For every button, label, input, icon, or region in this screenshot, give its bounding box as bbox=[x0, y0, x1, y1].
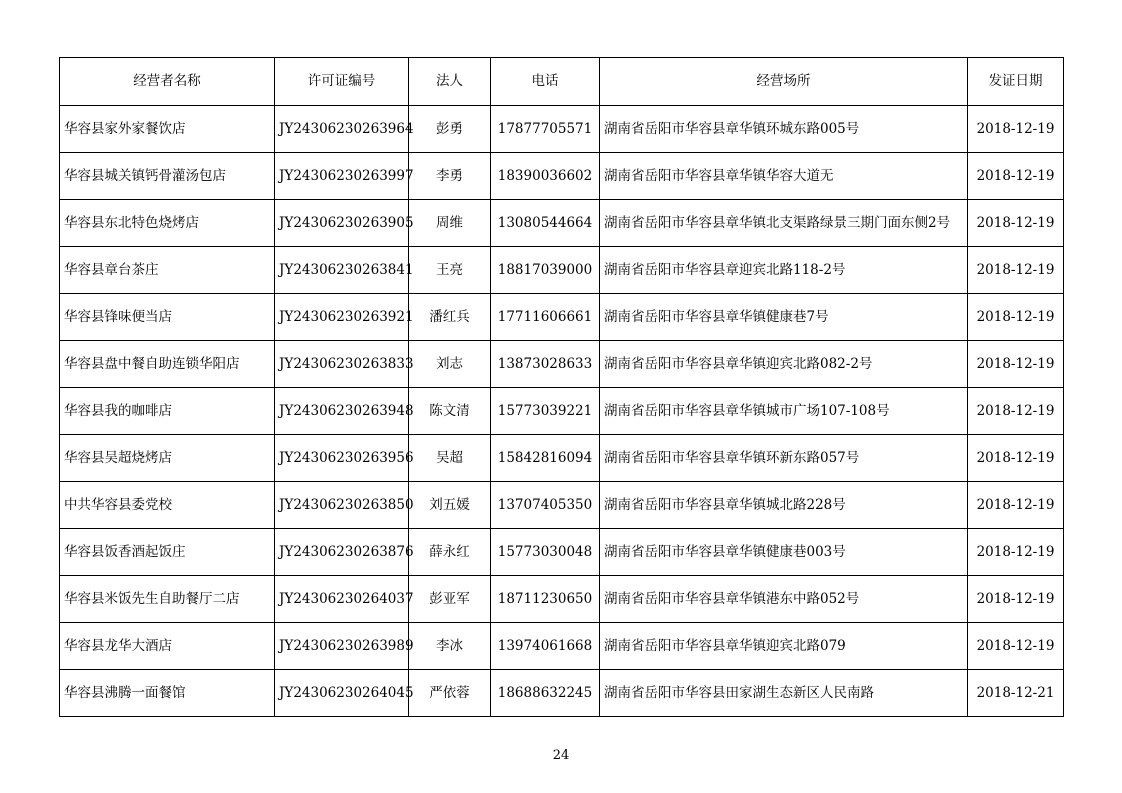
phone-cell: 15842816094 bbox=[491, 435, 600, 482]
address-cell: 湖南省岳阳市华容县田家湖生态新区人民南路 bbox=[600, 670, 968, 717]
address-cell: 湖南省岳阳市华容县章华镇北支渠路绿景三期门面东侧2号 bbox=[600, 200, 968, 247]
address-cell: 湖南省岳阳市华容县章华镇健康巷7号 bbox=[600, 294, 968, 341]
license-no-cell: JY24306230263921 bbox=[275, 294, 409, 341]
operator-name-cell: 华容县米饭先生自助餐厅二店 bbox=[60, 576, 275, 623]
phone-cell: 13080544664 bbox=[491, 200, 600, 247]
operator-name-cell: 华容县城关镇钙骨灌汤包店 bbox=[60, 153, 275, 200]
issue-date-cell: 2018-12-19 bbox=[968, 435, 1064, 482]
header-issue-date: 发证日期 bbox=[968, 58, 1064, 106]
operator-name-cell: 华容县饭香酒起饭庄 bbox=[60, 529, 275, 576]
issue-date-cell: 2018-12-19 bbox=[968, 294, 1064, 341]
legal-person-cell: 薛永红 bbox=[409, 529, 491, 576]
legal-person-cell: 周维 bbox=[409, 200, 491, 247]
table-header bbox=[60, 58, 1064, 106]
issue-date-cell: 2018-12-19 bbox=[968, 576, 1064, 623]
legal-person-cell: 严依蓉 bbox=[409, 670, 491, 717]
legal-person-cell: 吴超 bbox=[409, 435, 491, 482]
phone-cell: 17877705571 bbox=[491, 106, 600, 153]
legal-person-cell: 刘五媛 bbox=[409, 482, 491, 529]
address-cell: 湖南省岳阳市华容县章华镇华容大道无 bbox=[600, 153, 968, 200]
issue-date-cell: 2018-12-19 bbox=[968, 106, 1064, 153]
operator-name-cell: 华容县锋味便当店 bbox=[60, 294, 275, 341]
table-body bbox=[60, 106, 1064, 717]
phone-cell: 18688632245 bbox=[491, 670, 600, 717]
license-no-cell: JY24306230263850 bbox=[275, 482, 409, 529]
operator-name-cell: 华容县盘中餐自助连锁华阳店 bbox=[60, 341, 275, 388]
operator-name-cell: 中共华容县委党校 bbox=[60, 482, 275, 529]
table-row bbox=[60, 106, 1064, 153]
operator-name-cell: 华容县吴超烧烤店 bbox=[60, 435, 275, 482]
issue-date-cell: 2018-12-19 bbox=[968, 341, 1064, 388]
license-no-cell: JY24306230263948 bbox=[275, 388, 409, 435]
legal-person-cell: 潘红兵 bbox=[409, 294, 491, 341]
license-no-cell: JY24306230264037 bbox=[275, 576, 409, 623]
license-table bbox=[59, 57, 1064, 717]
table-row bbox=[60, 670, 1064, 717]
operator-name-cell: 华容县沸腾一面餐馆 bbox=[60, 670, 275, 717]
license-no-cell: JY24306230263841 bbox=[275, 247, 409, 294]
issue-date-cell: 2018-12-19 bbox=[968, 529, 1064, 576]
license-no-cell: JY24306230263905 bbox=[275, 200, 409, 247]
table-row bbox=[60, 341, 1064, 388]
header-address: 经营场所 bbox=[600, 58, 968, 106]
page-number: 24 bbox=[552, 748, 570, 763]
issue-date-cell: 2018-12-19 bbox=[968, 247, 1064, 294]
address-cell: 湖南省岳阳市华容县章华镇迎宾北路082-2号 bbox=[600, 341, 968, 388]
header-phone: 电话 bbox=[491, 58, 600, 106]
table-row bbox=[60, 623, 1064, 670]
issue-date-cell: 2018-12-19 bbox=[968, 200, 1064, 247]
operator-name-cell: 华容县东北特色烧烤店 bbox=[60, 200, 275, 247]
table-row bbox=[60, 153, 1064, 200]
phone-cell: 17711606661 bbox=[491, 294, 600, 341]
table-row bbox=[60, 294, 1064, 341]
phone-cell: 18711230650 bbox=[491, 576, 600, 623]
license-no-cell: JY24306230263997 bbox=[275, 153, 409, 200]
phone-cell: 13974061668 bbox=[491, 623, 600, 670]
table-row bbox=[60, 482, 1064, 529]
legal-person-cell: 陈文清 bbox=[409, 388, 491, 435]
operator-name-cell: 华容县章台茶庄 bbox=[60, 247, 275, 294]
header-operator-name: 经营者名称 bbox=[60, 58, 275, 106]
legal-person-cell: 王亮 bbox=[409, 247, 491, 294]
license-no-cell: JY24306230263964 bbox=[275, 106, 409, 153]
address-cell: 湖南省岳阳市华容县章迎宾北路118-2号 bbox=[600, 247, 968, 294]
issue-date-cell: 2018-12-19 bbox=[968, 482, 1064, 529]
license-no-cell: JY24306230263989 bbox=[275, 623, 409, 670]
license-no-cell: JY24306230263956 bbox=[275, 435, 409, 482]
legal-person-cell: 彭亚军 bbox=[409, 576, 491, 623]
address-cell: 湖南省岳阳市华容县章华镇港东中路052号 bbox=[600, 576, 968, 623]
address-cell: 湖南省岳阳市华容县章华镇环新东路057号 bbox=[600, 435, 968, 482]
license-no-cell: JY24306230263833 bbox=[275, 341, 409, 388]
table-row bbox=[60, 247, 1064, 294]
license-no-cell: JY24306230263876 bbox=[275, 529, 409, 576]
table-row bbox=[60, 529, 1064, 576]
license-no-cell: JY24306230264045 bbox=[275, 670, 409, 717]
operator-name-cell: 华容县龙华大酒店 bbox=[60, 623, 275, 670]
issue-date-cell: 2018-12-21 bbox=[968, 670, 1064, 717]
table-row bbox=[60, 435, 1064, 482]
address-cell: 湖南省岳阳市华容县章华镇健康巷003号 bbox=[600, 529, 968, 576]
address-cell: 湖南省岳阳市华容县章华镇城市广场107-108号 bbox=[600, 388, 968, 435]
table-row bbox=[60, 200, 1064, 247]
phone-cell: 18390036602 bbox=[491, 153, 600, 200]
issue-date-cell: 2018-12-19 bbox=[968, 153, 1064, 200]
issue-date-cell: 2018-12-19 bbox=[968, 623, 1064, 670]
operator-name-cell: 华容县家外家餐饮店 bbox=[60, 106, 275, 153]
header-legal-person: 法人 bbox=[409, 58, 491, 106]
issue-date-cell: 2018-12-19 bbox=[968, 388, 1064, 435]
header-license-no: 许可证编号 bbox=[275, 58, 409, 106]
operator-name-cell: 华容县我的咖啡店 bbox=[60, 388, 275, 435]
legal-person-cell: 彭勇 bbox=[409, 106, 491, 153]
address-cell: 湖南省岳阳市华容县章华镇迎宾北路079 bbox=[600, 623, 968, 670]
legal-person-cell: 刘志 bbox=[409, 341, 491, 388]
phone-cell: 13873028633 bbox=[491, 341, 600, 388]
address-cell: 湖南省岳阳市华容县章华镇城北路228号 bbox=[600, 482, 968, 529]
phone-cell: 13707405350 bbox=[491, 482, 600, 529]
legal-person-cell: 李冰 bbox=[409, 623, 491, 670]
address-cell: 湖南省岳阳市华容县章华镇环城东路005号 bbox=[600, 106, 968, 153]
phone-cell: 15773030048 bbox=[491, 529, 600, 576]
table-row bbox=[60, 388, 1064, 435]
legal-person-cell: 李勇 bbox=[409, 153, 491, 200]
phone-cell: 18817039000 bbox=[491, 247, 600, 294]
table-row bbox=[60, 576, 1064, 623]
header-row bbox=[60, 58, 1064, 106]
phone-cell: 15773039221 bbox=[491, 388, 600, 435]
